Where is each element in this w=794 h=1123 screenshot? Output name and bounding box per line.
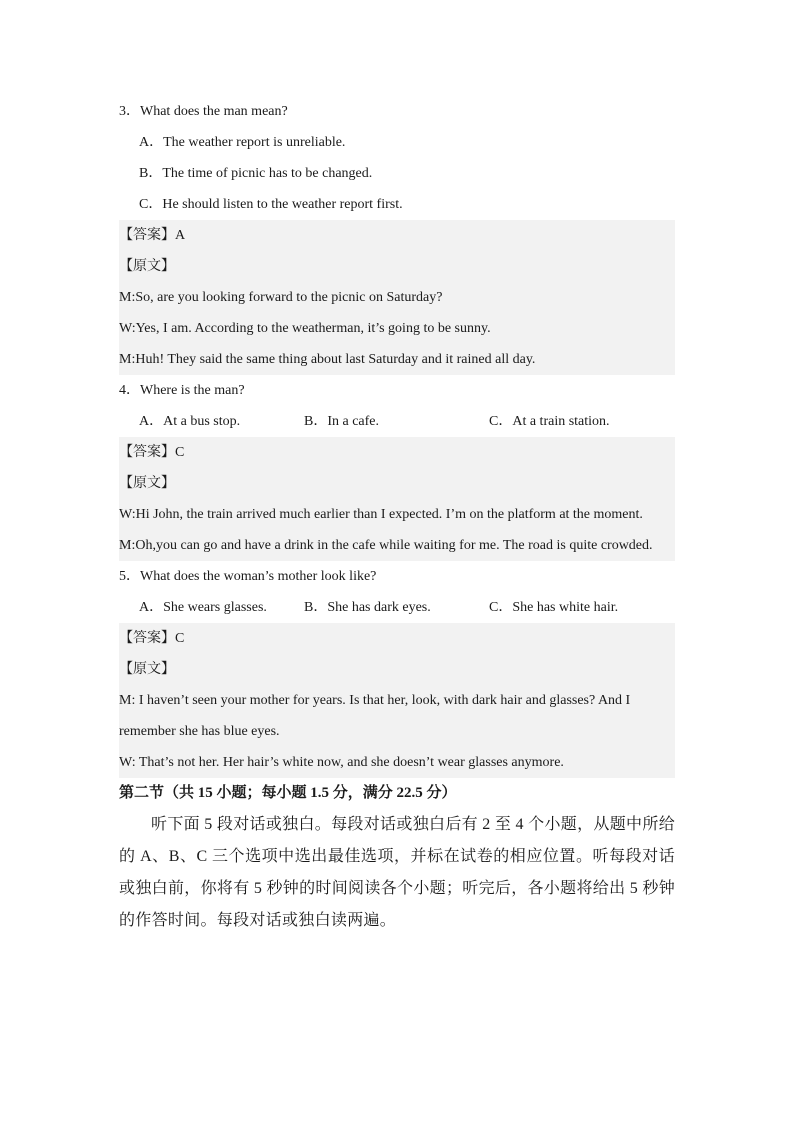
q3-option-a: A．The weather report is unreliable. (139, 135, 346, 150)
q4-answer-block (119, 437, 675, 561)
q3-option-c: C．He should listen to the weather report first. (139, 197, 403, 212)
document-page (119, 96, 675, 937)
q3-answer: 【答案】A (119, 228, 186, 243)
section-2-instructions: 听下面 5 段对话或独白。每段对话或独白后有 2 至 4 个小题，从题中所给的 A、B、C 三个选项中选出最佳选项，并标在试卷的相应位置。听每段对话或独白前，你将有 5 秒钟的时间阅读各个小题；听完后，各小题将给出 5 秒钟的作答时间。每段对话或独白读两遍。 (119, 816, 675, 929)
q4-answer: 【答案】C (119, 445, 185, 460)
q3-source-label: 【原文】 (119, 259, 175, 274)
q4-transcript-1: W:Hi John, the train arrived much earlier than I expected. I’m on the platform at the moment. (119, 507, 643, 522)
section-2-heading: 第二节（共 15 小题；每小题 1.5 分，满分 22.5 分） (119, 785, 457, 801)
q5-transcript-1: M: I haven’t seen your mother for years. Is that her, look, with dark hair and glasses? And I remember she has blue eyes. (119, 693, 631, 739)
q5-option-a: A．She wears glasses. (139, 600, 267, 615)
q5-option-b: B．She has dark eyes. (304, 600, 431, 615)
q5-source-label: 【原文】 (119, 662, 175, 677)
q4-source-label: 【原文】 (119, 476, 175, 491)
q4-option-a: A．At a bus stop. (139, 414, 241, 429)
q3-transcript-2: W:Yes, I am. According to the weatherman, it’s going to be sunny. (119, 321, 491, 336)
q4-options (119, 406, 675, 437)
q5-option-c: C．She has white hair. (489, 600, 619, 615)
q4-option-b: B．In a cafe. (304, 414, 380, 429)
q5-answer-block (119, 623, 675, 778)
q3-answer-block (119, 220, 675, 375)
q5-answer: 【答案】C (119, 631, 185, 646)
q5-options (119, 592, 675, 623)
q3-transcript-3: M:Huh! They said the same thing about last Saturday and it rained all day. (119, 352, 536, 367)
q5-transcript-2: W: That’s not her. Her hair’s white now, and she doesn’t wear glasses anymore. (119, 755, 564, 770)
question-3: 3．What does the man mean? (119, 104, 288, 119)
q3-option-b: B．The time of picnic has to be changed. (139, 166, 373, 181)
q4-transcript-2: M:Oh,you can go and have a drink in the cafe while waiting for me. The road is quite crowded. (119, 538, 653, 553)
q3-transcript-1: M:So, are you looking forward to the picnic on Saturday? (119, 290, 443, 305)
question-4: 4．Where is the man? (119, 383, 245, 398)
question-5: 5．What does the woman’s mother look like? (119, 569, 377, 584)
q4-option-c: C．At a train station. (489, 414, 610, 429)
